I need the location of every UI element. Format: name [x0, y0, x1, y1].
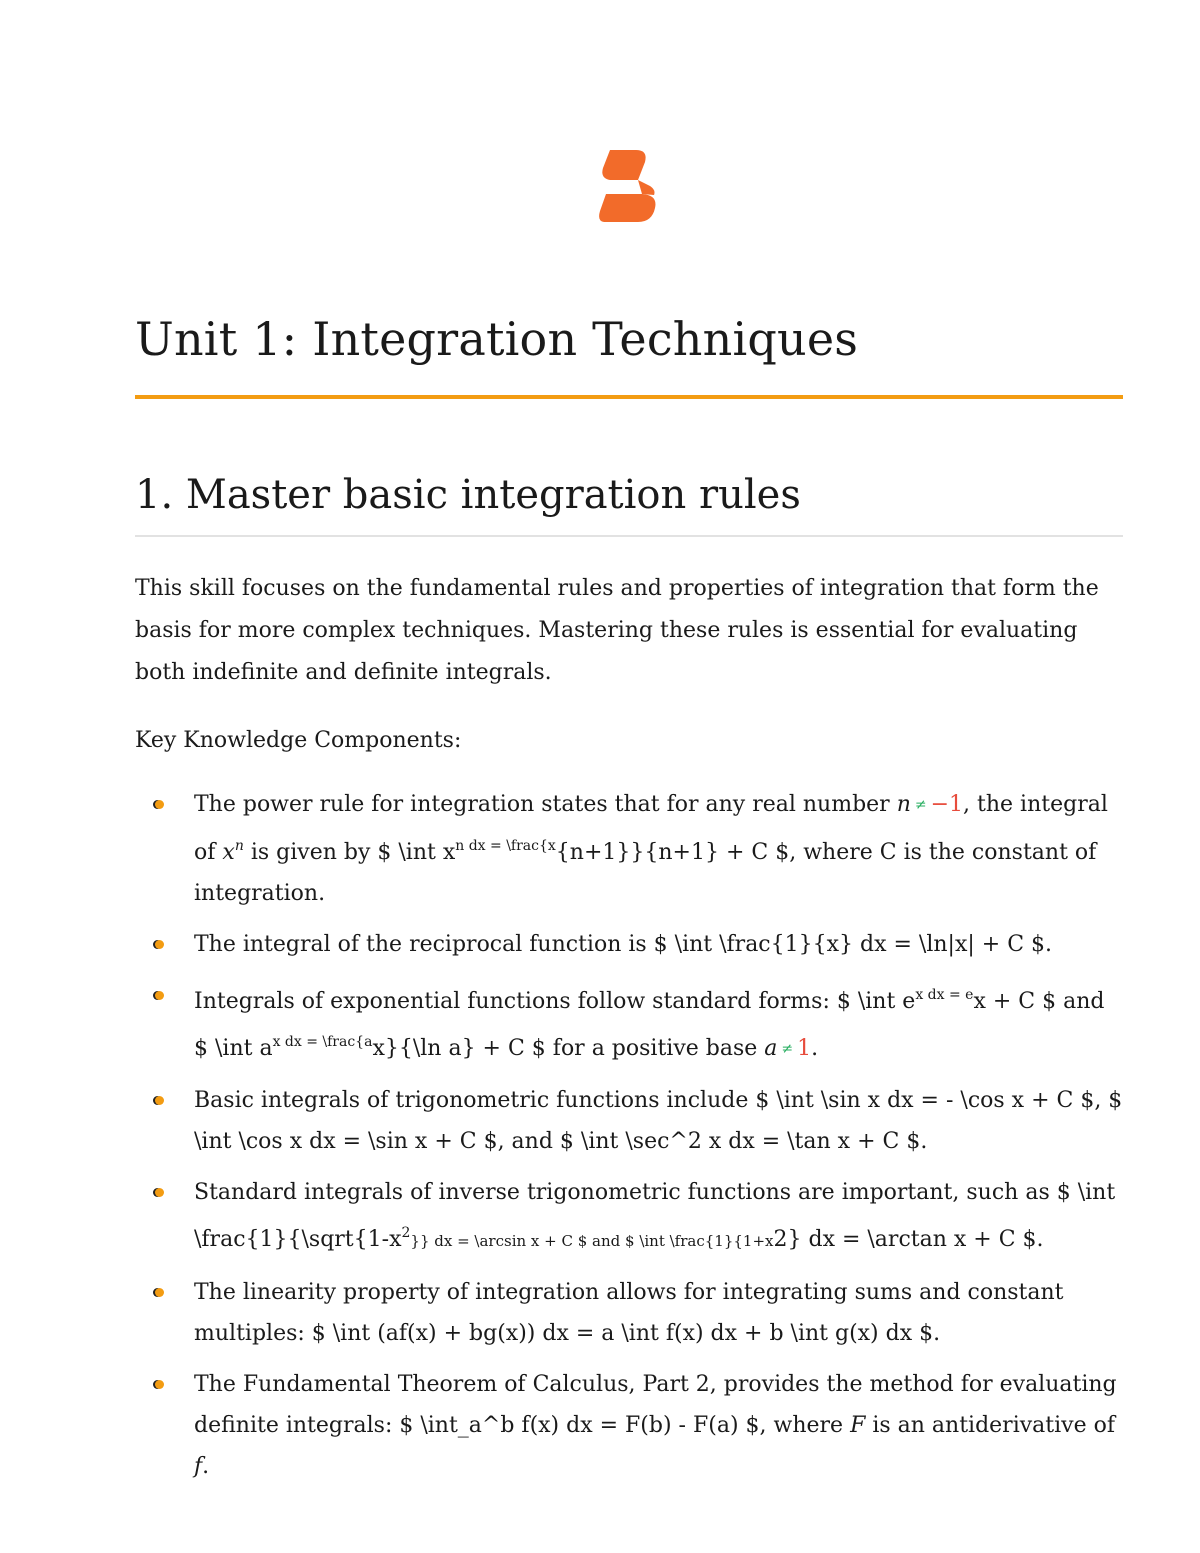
math-superscript: n: [234, 838, 244, 854]
section-heading: 1. Master basic integration rules: [135, 472, 801, 518]
math-number: 1: [797, 1036, 812, 1061]
superscript-text: n dx = \frac{x: [455, 838, 556, 854]
neq-symbol: ≠: [781, 1041, 794, 1057]
intro-paragraph: This skill focuses on the fundamental rules and properties of integration that form the basis for more complex techniques. Mastering these rules is essential for evaluating both indefinite and definite integrals.: [135, 576, 1099, 685]
small-text: }} dx = \arcsin x + C $ and $ \int \frac{1}{1+x: [410, 1232, 774, 1250]
bullet-icon: [155, 1096, 164, 1105]
list-item-trig: [135, 1080, 1125, 1162]
knowledge-components-list: [135, 784, 1125, 1497]
math-var: n: [896, 792, 911, 817]
title-divider: [135, 395, 1123, 399]
list-item-linearity: [135, 1272, 1125, 1354]
math-var: f: [194, 1454, 203, 1479]
text: The integral of the reciprocal function is $ \int \frac{1}{x} dx = \ln|x| + C $.: [194, 932, 1053, 957]
text: .: [811, 1036, 819, 1061]
brand-logo-icon: [598, 148, 660, 224]
text: x + C $ and $ \int a: [194, 989, 1105, 1061]
section-divider: [135, 535, 1123, 537]
text: The linearity property of integration allows for integrating sums and constant multiples: $ \int (af(x) + bg(x)) dx = a \int f(x) dx + b \int g(x) dx $.: [194, 1280, 1064, 1346]
list-item-power-rule: [135, 784, 1125, 914]
text: is given by $ \int x: [243, 840, 456, 865]
text: x}{\ln a} + C $ for a positive base: [372, 1036, 758, 1061]
bullet-icon: [155, 1188, 164, 1197]
text: , the integral of: [194, 792, 1108, 865]
math-var: a: [764, 1036, 778, 1061]
list-item-exponential: [135, 975, 1125, 1070]
math-number: −1: [930, 792, 964, 817]
list-item-ftc: [135, 1364, 1125, 1487]
text: Basic integrals of trigonometric functions include $ \int \sin x dx = - \cos x + C $, $ \int \cos x dx = \sin x + C $, and $ \int \sec^2 x dx = \tan x + C $.: [194, 1088, 1123, 1154]
math-var: x: [222, 840, 235, 865]
text: is an antiderivative of: [865, 1413, 1115, 1438]
bullet-icon: [155, 940, 164, 949]
superscript-text: x dx = \frac{a: [272, 1034, 373, 1050]
superscript-text: x dx = e: [915, 987, 974, 1003]
bullet-icon: [155, 1380, 164, 1389]
text: The Fundamental Theorem of Calculus, Part 2, provides the method for evaluating definite integrals: $ \int_a^b f(x) dx = F(b) - F(a) $, where: [194, 1372, 1117, 1438]
list-item-reciprocal: [135, 924, 1125, 965]
bullet-icon: [155, 991, 164, 1000]
bullet-icon: [155, 800, 164, 809]
text: .: [202, 1454, 210, 1479]
page-title: Unit 1: Integration Techniques: [135, 312, 859, 366]
text: Integrals of exponential functions follow standard forms: $ \int e: [194, 989, 916, 1014]
bullet-icon: [155, 1288, 164, 1297]
neq-symbol: ≠: [914, 797, 927, 813]
list-item-inverse-trig: [135, 1172, 1125, 1262]
text: {n+1}}{n+1} + C $, where C is the constant of integration.: [194, 840, 1097, 906]
text: Standard integrals of inverse trigonometric functions are important, such as $ \int \frac{1}{\sqrt{1-x: [194, 1180, 1116, 1252]
text: The power rule for integration states that for any real number: [194, 792, 890, 817]
text: 2} dx = \arctan x + C $.: [773, 1227, 1044, 1252]
math-var: F: [850, 1413, 866, 1438]
key-components-label: Key Knowledge Components:: [135, 728, 462, 753]
superscript-text: 2: [401, 1225, 411, 1241]
